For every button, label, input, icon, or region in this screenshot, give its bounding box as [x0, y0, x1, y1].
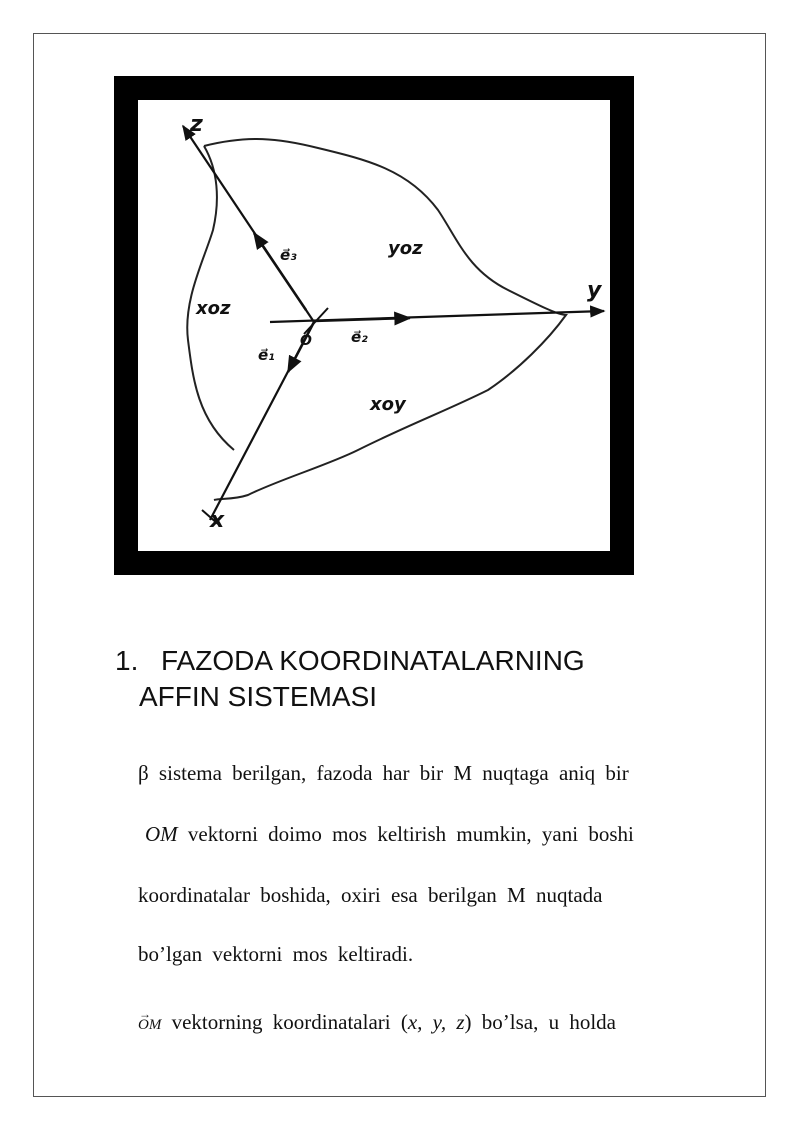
coordinate-system-figure	[138, 100, 610, 551]
origin-label: O	[300, 333, 312, 349]
y-axis-label: y	[587, 278, 602, 303]
heading-line-1: FAZODA KOORDINATALARNING	[161, 645, 585, 676]
z-axis-label: z	[190, 112, 203, 137]
e2-label: e⃗₂	[351, 328, 368, 346]
xoz-plane-label: xoz	[196, 298, 231, 319]
section-number: 1.	[115, 645, 139, 676]
yoz-plane-label: yoz	[388, 238, 423, 259]
om-vector-symbol: OM	[145, 822, 178, 846]
paragraph-line-3: koordinatalar boshida, oxiri esa berilgan M nuqtada	[138, 883, 603, 907]
x-axis-label: x	[210, 508, 225, 533]
coordinates-xyz: x, y, z	[407, 1010, 465, 1034]
figure-frame	[114, 76, 634, 575]
coordinate-diagram	[138, 100, 610, 551]
vector-arrow-icon: →	[139, 1007, 151, 1021]
paragraph-line-2	[145, 824, 634, 845]
formula-text-after: ) bo’lsa, u holda	[464, 1010, 616, 1034]
paragraph-line-2-text: vektorni doimo mos keltirish mumkin, yani boshi	[177, 822, 634, 846]
om-vector-small	[138, 1007, 162, 1033]
section-heading	[115, 643, 715, 715]
paragraph-line-1: β sistema berilgan, fazoda har bir M nuqtaga aniq bir	[138, 761, 629, 785]
e1-label: e⃗₁	[258, 346, 275, 364]
formula-text-before: vektorning koordinatalari (	[161, 1010, 408, 1034]
formula-line	[138, 1007, 616, 1034]
e3-label: e⃗₃	[280, 246, 297, 264]
heading-line-2: AFFIN SISTEMASI	[139, 681, 378, 712]
e3-vector	[254, 233, 306, 310]
om-vector-text: OM	[138, 1017, 162, 1033]
paragraph-line-4: bo’lgan vektorni mos keltiradi.	[138, 942, 414, 966]
xoy-plane-label: xoy	[370, 394, 406, 415]
e2-vector	[314, 318, 410, 321]
